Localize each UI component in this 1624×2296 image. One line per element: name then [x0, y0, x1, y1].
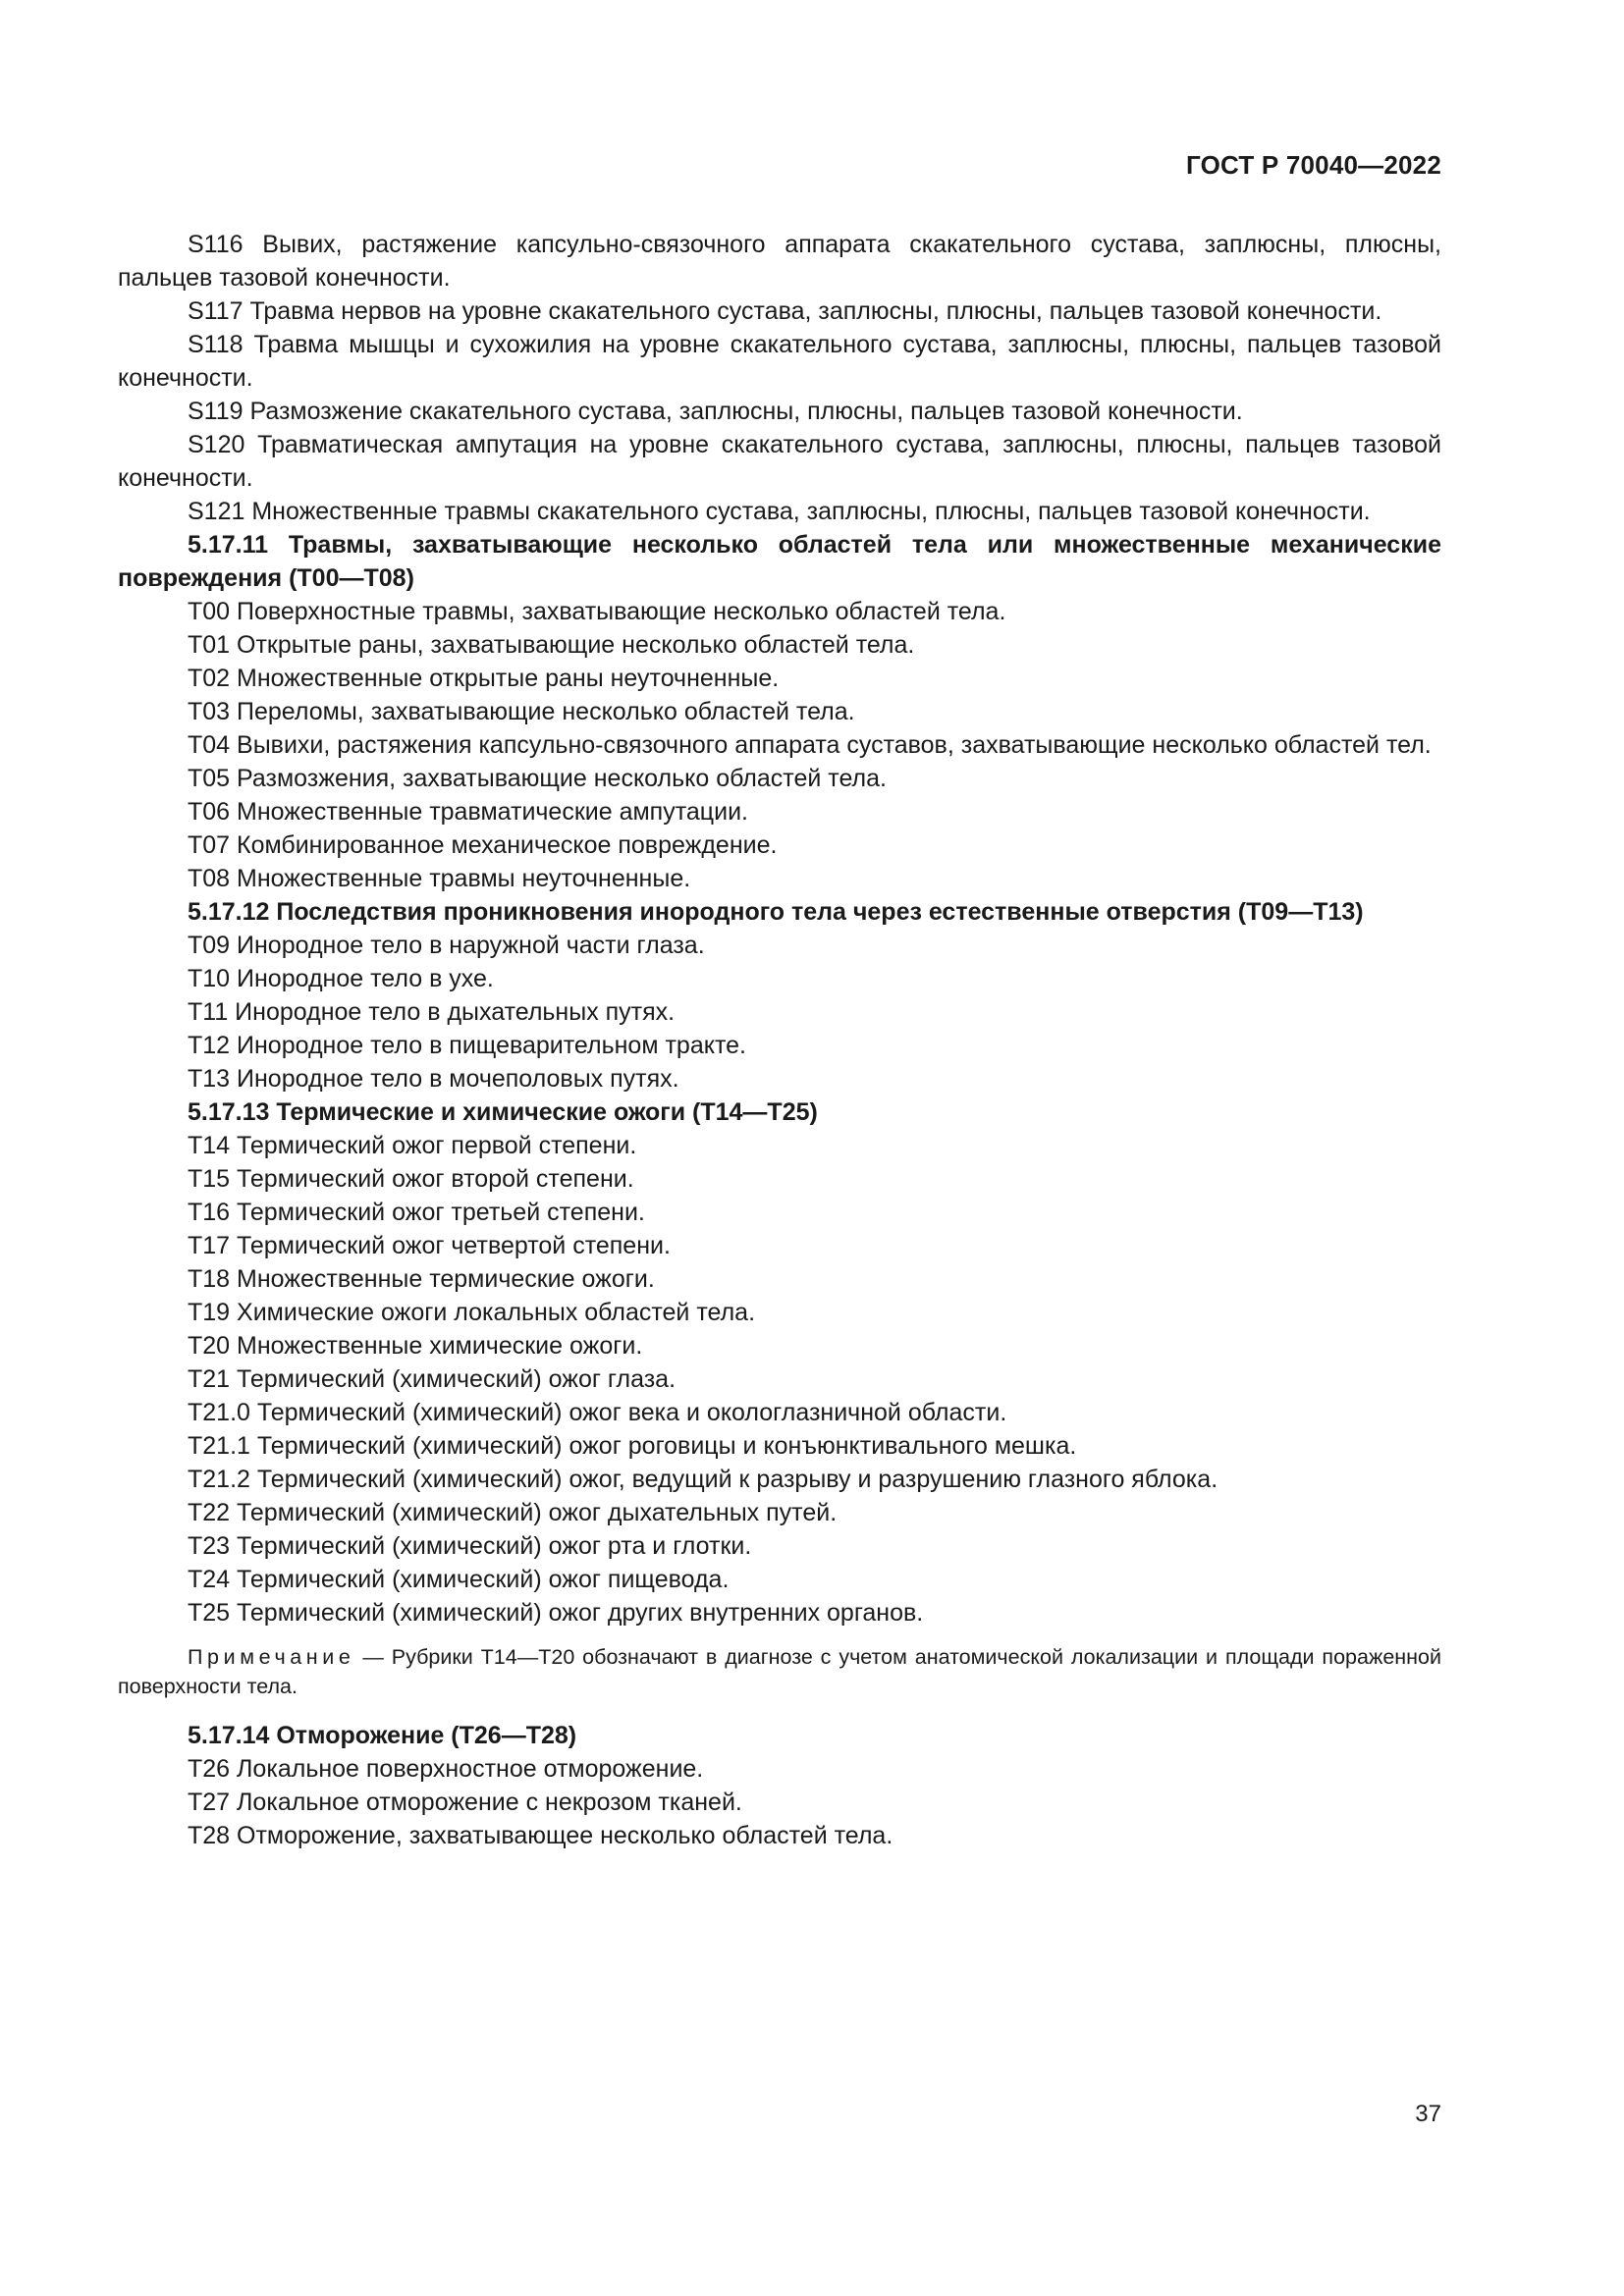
note: [118, 1642, 1441, 1701]
section-heading-5-17-11: 5.17.11 Травмы, захватывающие несколько областей тела или множественные механические повреждения (T00—T08): [118, 531, 1441, 592]
note-text: — Рубрики T14—T20 обозначают в диагнозе с учетом анатомической локализации и площади пораженной поверхности тела.: [118, 1645, 1441, 1698]
section-heading-5-17-12: 5.17.12 Последствия проникновения инородного тела через естественные отверстия (T09—T13): [188, 898, 1364, 926]
code-entry-t16: T16 Термический ожог третьей степени.: [188, 1199, 645, 1226]
code-entry-t19: T19 Химические ожоги локальных областей тела.: [188, 1299, 756, 1326]
page-body: [118, 228, 1441, 1852]
code-entry-t18: T18 Множественные термические ожоги.: [188, 1265, 655, 1293]
code-entry-t25: T25 Термический (химический) ожог других внутренних органов.: [188, 1599, 924, 1627]
code-entry-t28: T28 Отморожение, захватывающее несколько областей тела.: [188, 1822, 893, 1849]
code-entry-t24: T24 Термический (химический) ожог пищевода.: [188, 1566, 730, 1593]
code-entry-t09: T09 Инородное тело в наружной части глаза.: [188, 932, 705, 959]
section-heading-5-17-13: 5.17.13 Термические и химические ожоги (T14—T25): [188, 1098, 818, 1126]
code-entry-s118: S118 Травма мышцы и сухожилия на уровне скакательного сустава, заплюсны, плюсны, пальцев тазовой конечности.: [118, 331, 1441, 392]
code-entry-t23: T23 Термический (химический) ожог рта и глотки.: [188, 1532, 752, 1560]
code-entry-s120: S120 Травматическая ампутация на уровне скакательного сустава, заплюсны, плюсны, пальцев тазовой конечности.: [118, 431, 1441, 492]
code-entry-t01: T01 Открытые раны, захватывающие несколько областей тела.: [188, 631, 915, 659]
code-entry-t11: T11 Инородное тело в дыхательных путях.: [188, 998, 676, 1026]
code-entry-t13: T13 Инородное тело в мочеполовых путях.: [188, 1065, 679, 1093]
code-entry-t21-0: T21.0 Термический (химический) ожог века и окологлазничной области.: [188, 1399, 1007, 1426]
code-entry-s116: S116 Вывих, растяжение капсульно-связочного аппарата скакательного сустава, заплюсны, плюсны, пальцев тазовой конечности.: [118, 231, 1441, 292]
code-entry-t03: T03 Переломы, захватывающие несколько областей тела.: [188, 698, 855, 725]
code-entry-t14: T14 Термический ожог первой степени.: [188, 1132, 637, 1159]
code-entry-t10: T10 Инородное тело в ухе.: [188, 965, 494, 992]
code-entry-s121: S121 Множественные травмы скакательного сустава, заплюсны, плюсны, пальцев тазовой конечности.: [188, 498, 1371, 525]
code-entry-t22: T22 Термический (химический) ожог дыхательных путей.: [188, 1499, 838, 1526]
code-entry-t07: T07 Комбинированное механическое повреждение.: [188, 831, 778, 859]
code-entry-t00: T00 Поверхностные травмы, захватывающие несколько областей тела.: [188, 598, 1006, 625]
note-label: Примечание: [188, 1645, 355, 1669]
standard-designation: ГОСТ Р 70040—2022: [1186, 150, 1441, 180]
code-entry-t08: T08 Множественные травмы неуточненные.: [188, 865, 691, 892]
code-entry-t04: T04 Вывихи, растяжения капсульно-связочного аппарата суставов, захватывающие несколько областей тел.: [188, 731, 1432, 759]
code-entry-t02: T02 Множественные открытые раны неуточненные.: [188, 665, 780, 692]
code-entry-t15: T15 Термический ожог второй степени.: [188, 1165, 634, 1193]
code-entry-t21: T21 Термический (химический) ожог глаза.: [188, 1365, 677, 1393]
code-entry-t12: T12 Инородное тело в пищеварительном тракте.: [188, 1032, 746, 1059]
code-entry-t26: T26 Локальное поверхностное отморожение.: [188, 1755, 704, 1783]
section-heading-5-17-14: 5.17.14 Отморожение (T26—T28): [188, 1722, 577, 1749]
code-entry-s117: S117 Травма нервов на уровне скакательного сустава, заплюсны, плюсны, пальцев тазовой конечности.: [188, 297, 1382, 325]
code-entry-s119: S119 Размозжение скакательного сустава, заплюсны, плюсны, пальцев тазовой конечности.: [188, 398, 1243, 425]
code-entry-t06: T06 Множественные травматические ампутации.: [188, 798, 748, 826]
code-entry-t17: T17 Термический ожог четвертой степени.: [188, 1232, 671, 1259]
code-entry-t05: T05 Размозжения, захватывающие несколько областей тела.: [188, 765, 887, 792]
code-entry-t20: T20 Множественные химические ожоги.: [188, 1332, 643, 1360]
code-entry-t27: T27 Локальное отморожение с некрозом тканей.: [188, 1789, 742, 1816]
page-number: 37: [1415, 2101, 1441, 2127]
code-entry-t21-1: T21.1 Термический (химический) ожог роговицы и конъюнктивального мешка.: [188, 1432, 1077, 1460]
code-entry-t21-2: T21.2 Термический (химический) ожог, ведущий к разрыву и разрушению глазного яблока.: [188, 1466, 1218, 1493]
